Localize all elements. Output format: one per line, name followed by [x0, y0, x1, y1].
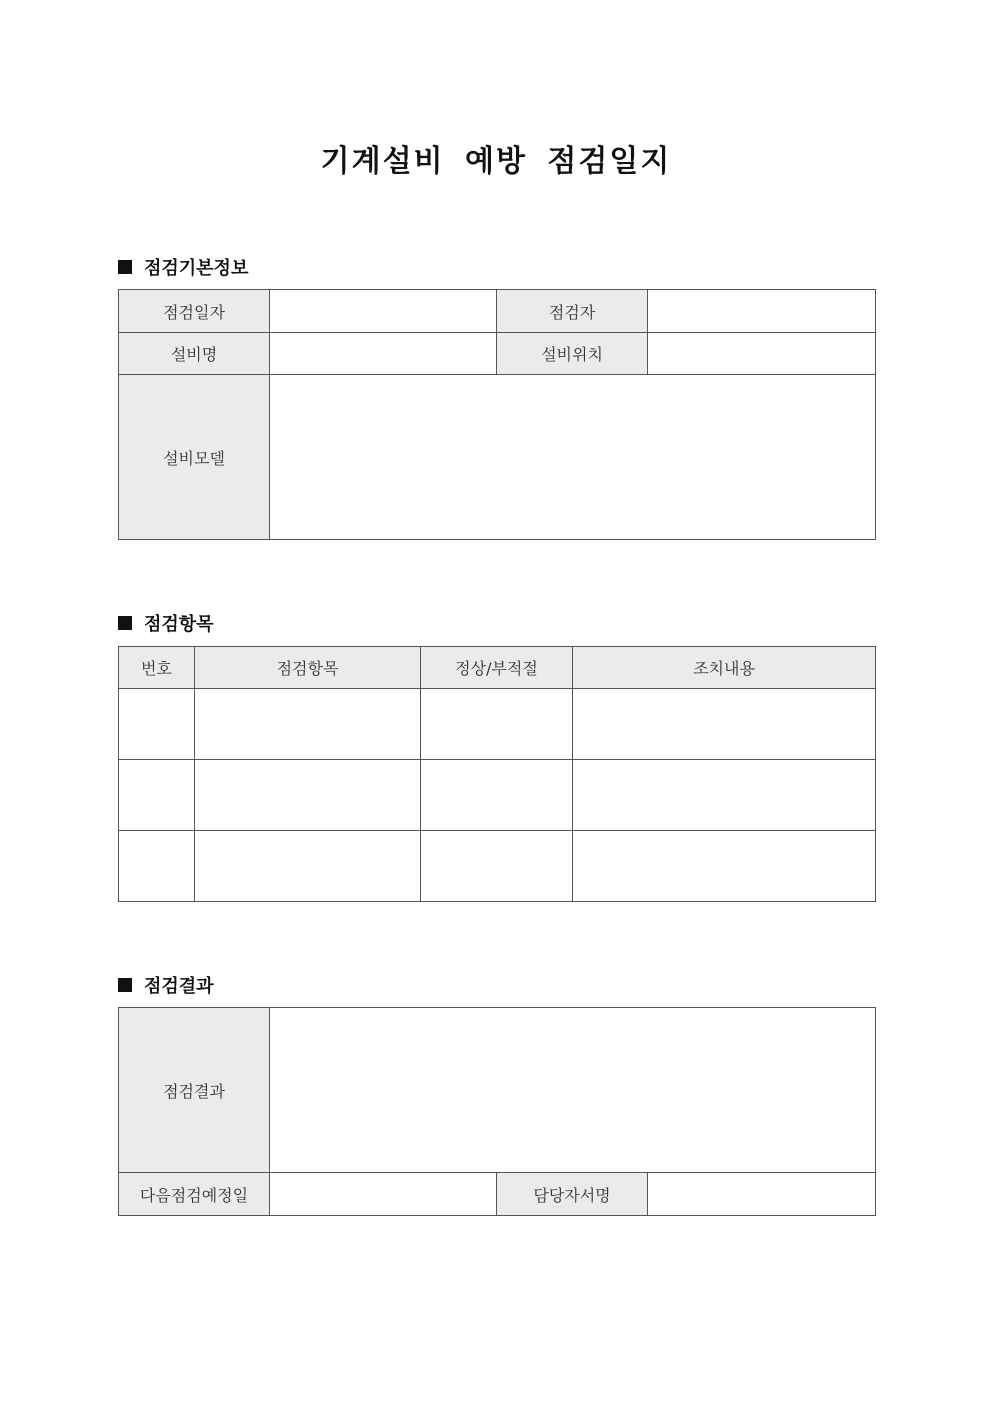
- page-title: 기계설비 예방 점검일지: [320, 144, 672, 179]
- inspector-field[interactable]: [648, 290, 876, 333]
- section-heading-items: [118, 610, 214, 636]
- equipment-location-label: 설비위치: [497, 333, 648, 375]
- action-cell[interactable]: [573, 831, 876, 902]
- status-cell[interactable]: [421, 831, 573, 902]
- table-row: [119, 831, 876, 902]
- column-header-number: 번호: [119, 647, 195, 689]
- column-header-action: 조치내용: [573, 647, 876, 689]
- section-heading-basic-info: [118, 254, 248, 280]
- column-header-item: 점검항목: [195, 647, 421, 689]
- signature-label: 담당자서명: [497, 1173, 648, 1216]
- next-inspection-date-field[interactable]: [270, 1173, 497, 1216]
- square-bullet-icon: [118, 616, 132, 630]
- signature-field[interactable]: [648, 1173, 876, 1216]
- number-cell[interactable]: [119, 831, 195, 902]
- action-cell[interactable]: [573, 760, 876, 831]
- column-header-status: 정상/부적절: [421, 647, 573, 689]
- equipment-name-field[interactable]: [270, 333, 497, 375]
- table-row: [119, 689, 876, 760]
- section-heading-label: 점검기본정보: [144, 258, 249, 279]
- square-bullet-icon: [118, 260, 132, 274]
- number-cell[interactable]: [119, 760, 195, 831]
- result-field[interactable]: [270, 1008, 876, 1173]
- next-inspection-date-label: 다음점검예정일: [119, 1173, 270, 1216]
- equipment-name-label: 설비명: [119, 333, 270, 375]
- action-cell[interactable]: [573, 689, 876, 760]
- number-cell[interactable]: [119, 689, 195, 760]
- inspection-date-field[interactable]: [270, 290, 497, 333]
- result-label: 점검결과: [119, 1008, 270, 1173]
- table-row: [119, 760, 876, 831]
- inspection-date-label: 점검일자: [119, 290, 270, 333]
- equipment-location-field[interactable]: [648, 333, 876, 375]
- result-table: [118, 1007, 876, 1216]
- equipment-model-field[interactable]: [270, 375, 876, 540]
- item-cell[interactable]: [195, 760, 421, 831]
- section-heading-label: 점검결과: [144, 976, 214, 997]
- item-cell[interactable]: [195, 831, 421, 902]
- section-heading-label: 점검항목: [144, 614, 214, 635]
- basic-info-table: [118, 289, 876, 540]
- inspection-items-table: [118, 646, 876, 902]
- item-cell[interactable]: [195, 689, 421, 760]
- status-cell[interactable]: [421, 689, 573, 760]
- section-heading-result: [118, 972, 214, 998]
- square-bullet-icon: [118, 978, 132, 992]
- status-cell[interactable]: [421, 760, 573, 831]
- inspector-label: 점검자: [497, 290, 648, 333]
- equipment-model-label: 설비모델: [119, 375, 270, 540]
